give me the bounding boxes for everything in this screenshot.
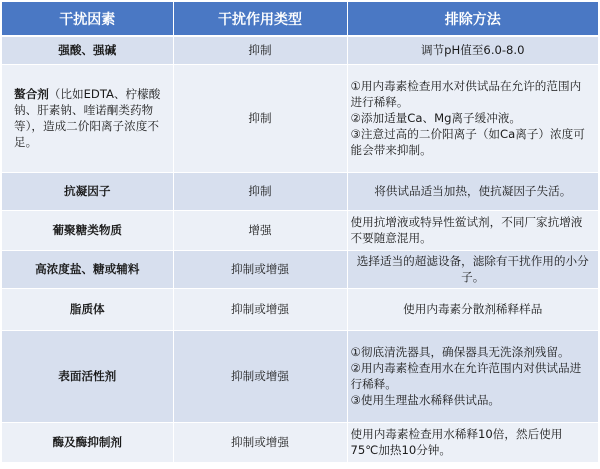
table-row — [2, 64, 598, 172]
effect-cell: 抑制 — [173, 172, 347, 210]
interference-table — [2, 2, 598, 463]
factor-cell: 强酸、强碱 — [2, 36, 173, 64]
effect-cell: 抑制 — [173, 36, 347, 64]
factor-bold: 螯合剂 — [14, 87, 49, 101]
method-line: ①用内毒素检查用水对供试品在允许的范围内进行稀释。 — [350, 79, 582, 109]
factor-cell: 高浓度盐、糖或辅料 — [2, 250, 173, 288]
method-cell — [347, 288, 598, 330]
method-cell — [347, 330, 598, 422]
factor-cell: 葡聚糖类物质 — [2, 210, 173, 250]
header-effect: 干扰作用类型 — [173, 2, 347, 36]
method-line: 使用内毒素检查用水稀释10倍，然后使用75℃加热10分钟。 — [350, 427, 563, 457]
method-cell — [347, 250, 598, 288]
method-line: 选择适当的超滤设备，滤除有干扰作用的小分子。 — [356, 254, 589, 284]
method-line: ②用内毒素检查用水在允许范围内对供试品进行稀释。 — [350, 361, 582, 391]
table-row — [2, 36, 598, 64]
method-line: ③注意过高的二价阳离子（如Ca离子）浓度可能会带来抑制。 — [350, 127, 585, 157]
method-line: 将供试品适当加热，使抗凝因子失活。 — [374, 184, 572, 198]
effect-cell: 增强 — [173, 210, 347, 250]
method-line: ①彻底清洗器具，确保器具无洗涤剂残留。 — [350, 345, 570, 359]
method-cell — [347, 64, 598, 172]
method-line: 使用内毒素分散剂稀释样品 — [403, 302, 543, 316]
method-line: ②添加适量Ca、Mg离子缓冲液。 — [350, 111, 521, 125]
method-cell — [347, 172, 598, 210]
factor-cell: 表面活性剂 — [2, 330, 173, 422]
method-cell — [347, 36, 598, 64]
table-row — [2, 422, 598, 462]
effect-cell: 抑制或增强 — [173, 330, 347, 422]
effect-cell: 抑制或增强 — [173, 422, 347, 462]
factor-note: （比如EDTA、柠檬酸钠、肝素钠、喹诺酮类药物等），造成二价阳离子浓度不足。 — [14, 87, 161, 149]
method-line: ③使用生理盐水稀释供试品。 — [350, 393, 501, 407]
method-line: 使用抗增液或特异性鲎试剂，不同厂家抗增液不要随意混用。 — [350, 215, 583, 245]
effect-cell: 抑制或增强 — [173, 288, 347, 330]
effect-cell: 抑制或增强 — [173, 250, 347, 288]
table-row — [2, 330, 598, 422]
factor-cell — [2, 64, 173, 172]
factor-cell: 脂质体 — [2, 288, 173, 330]
method-line: 调节pH值至6.0-8.0 — [420, 43, 525, 58]
header-row — [2, 2, 598, 36]
table-row — [2, 250, 598, 288]
factor-cell: 抗凝因子 — [2, 172, 173, 210]
method-cell — [347, 210, 598, 250]
table-row — [2, 210, 598, 250]
table-row — [2, 172, 598, 210]
header-factor: 干扰因素 — [2, 2, 173, 36]
table-row — [2, 288, 598, 330]
effect-cell: 抑制 — [173, 64, 347, 172]
factor-cell: 酶及酶抑制剂 — [2, 422, 173, 462]
header-method: 排除方法 — [347, 2, 598, 36]
method-cell — [347, 422, 598, 462]
